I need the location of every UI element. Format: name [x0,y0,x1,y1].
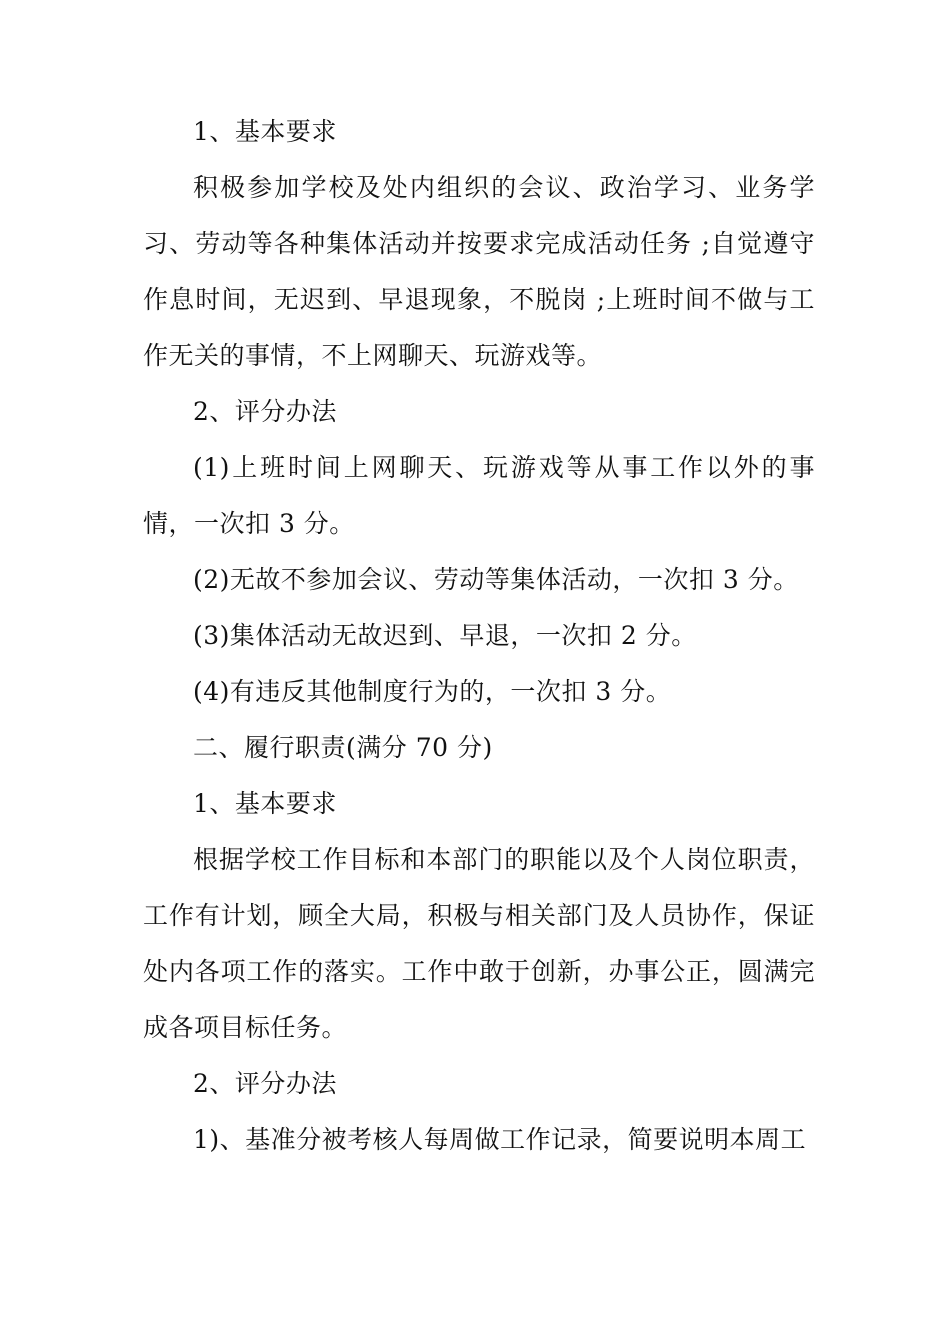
scoring-item-baseline: 1)、基准分被考核人每周做工作记录，简要说明本周工 [193,1125,807,1154]
scoring-item-3: (3)集体活动无故迟到、早退，一次扣 2 分。 [193,621,697,650]
body-paragraph-requirements: 积极参加学校及处内组织的会议、政治学习、业务学习、劳动等各种集体活动并按要求完成活动任务 ;自觉遵守作息时间，无迟到、早退现象，不脱岗 ;上班时间不做与工作无关的事情，不上网聊天、玩游戏等。 [143,173,815,370]
scoring-item-1: (1)上班时间上网聊天、玩游戏等从事工作以外的事情，一次扣 3 分。 [143,453,815,538]
section-heading-basic-requirements: 1、基本要求 [193,117,337,146]
document-body [143,104,815,1168]
scoring-item-4: (4)有违反其他制度行为的，一次扣 3 分。 [193,677,672,706]
section-heading-basic-requirements-2: 1、基本要求 [193,789,337,818]
section-heading-scoring-method-2: 2、评分办法 [193,1069,337,1098]
section-heading-duties: 二、履行职责(满分 70 分) [193,733,493,762]
body-paragraph-duties: 根据学校工作目标和本部门的职能以及个人岗位职责，工作有计划，顾全大局，积极与相关部门及人员协作，保证处内各项工作的落实。工作中敢于创新，办事公正，圆满完成各项目标任务。 [143,845,815,1042]
section-heading-scoring-method: 2、评分办法 [193,397,337,426]
scoring-item-2: (2)无故不参加会议、劳动等集体活动，一次扣 3 分。 [193,565,799,594]
